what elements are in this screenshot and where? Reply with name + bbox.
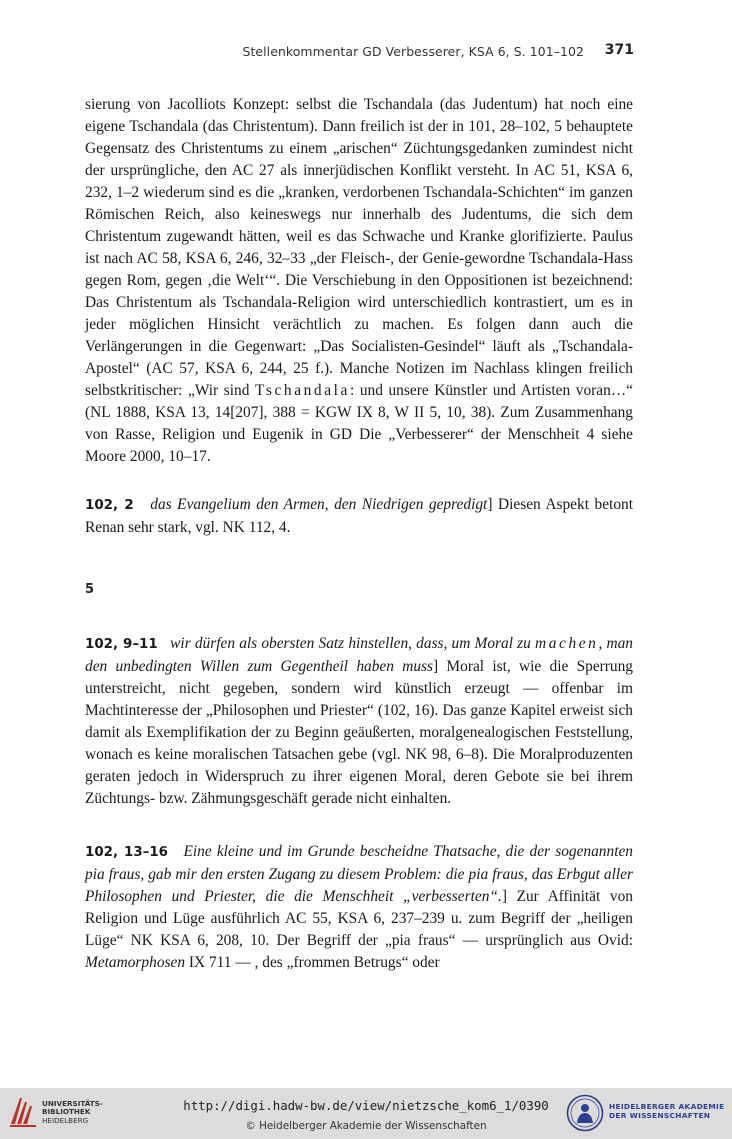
spaced-emphasis: machen: [535, 635, 599, 652]
paragraph-text: sierung von Jacolliots Konzept: selbst die Tschandala (das Judentum) hat noch eine eigene Tschandala (das Christentum). Dann freilich ist der in 101, 28–102, 5 behauptete Gegensatz des Christentums zu einem „arischen“ Züchtungsgedanken zumindest nicht der ursprüngliche, den AC 27 als innerjüdischen Konflikt versteht. In AC 51, KSA 6, 232, 1–2 wiederum sind es die „kranken, verdorbenen Tschandala-Schichten“ im ganzen Römischen Reich, also keineswegs nur innerhalb des Judentums, die sich dem Christentum zugewandt hätten, weil es das Schwache und Kranke glorifizierte. Paulus ist nach AC 58, KSA 6, 246, 32–33 „der Fleisch-, der Genie-gewordne Tschandala-Hass gegen Rom, gegen ‚die Welt‘“. Die Verschiebung in den Oppositionen ist bezeichnend: Das Christentum als Tschandala-Religion wird unterschiedlich kontrastiert, um es in jeder möglichen Hinsicht verächtlich zu machen. Es folgen dann auch die Verlängerungen in die Gegenwart: „Das Socialisten-Gesindel“ läuft als „Tschandala-Apostel“ (AC 57, KSA 6, 244, 25 f.). Manche Notizen im Nachlass klingen freilich selbstkritischer: „Wir sind: [85, 96, 633, 399]
commentary-entry: [85, 633, 633, 810]
commentary-text: IX 711 — , des „frommen Betrugs“ oder: [185, 954, 440, 971]
lemma-quote: das Evangelium den Armen, den Niedrigen gepredigt: [150, 496, 488, 513]
ub-label-line: BIBLIOTHEK: [42, 1107, 91, 1117]
academy-seal-icon: [566, 1094, 604, 1132]
paragraph-continuation: [85, 94, 633, 468]
running-head: Stellenkommentar GD Verbesserer, KSA 6, S. 101–102: [242, 44, 584, 59]
commentary-text: ] Moral ist, wie die Sperrung unterstreicht, nicht gegeben, sondern wird künstlich erzeugt — offenbar im Machtinteresse der „Philosophen und Priester“ (102, 16). Das ganze Kapitel erweist sich damit als Exemplifikation der zu Beginn geäußerten, moralgenealogischen Feststellung, wonach es keine moralischen Tatsachen gebe (vgl. NK 98, 6–8). Die Moralproduzenten geraten jedoch in Widerspruch zu ihrer eigenen Moral, deren Gebote sie bei ihrem Züchtungs- bzw. Zähmungsgeschäft gerade nicht einhalten.: [85, 658, 634, 807]
margin-line-number: 5: [85, 582, 95, 597]
commentary-text: ] Diesen Aspekt betont Renan sehr stark, vgl. NK 112, 4.: [85, 496, 633, 536]
paragraph-text-end: : und unsere Künstler und Artisten voran…“ (NL 1888, KSA 13, 14[207], 388 = KGW IX 8, W II 5, 10, 38). Zum Zusammenhang von Rasse, Religion und Eugenik in GD Die „Verbesserer“ der Menschheit 4 siehe Moore 2000, 10–17.: [85, 382, 634, 465]
ub-label-line: UNIVERSITÄTS-: [42, 1099, 103, 1108]
permalink-url[interactable]: http://digi.hadw-bw.de/view/nietzsche_kom6_1/0390: [183, 1098, 549, 1113]
lemma-reference: 102, 2: [85, 498, 134, 513]
spaced-emphasis: Tschandala: [254, 382, 350, 399]
lemma-quote-part: , man den unbedingten Willen zum Gegentheil haben muss: [85, 635, 634, 675]
lemma-quote: Eine kleine und im Grunde bescheidne Thatsache, die der sogenannten pia fraus, gab mir den ersten Zugang zu diesem Problem: die pia fraus, das Erbgut aller Philosophen und Priester, die die Menschheit „verbesserten“.: [85, 843, 634, 905]
commentary-entry: [85, 494, 633, 539]
work-title: Metamorphosen: [85, 954, 186, 971]
academy-label-line: HEIDELBERGER AKADEMIE: [609, 1102, 725, 1111]
footer-bar: [0, 1088, 732, 1139]
academy-label-line: DER WISSENSCHAFTEN: [609, 1111, 711, 1120]
commentary-text: ] Zur Affinität von Religion und Lüge ausführlich AC 55, KSA 6, 237–239 u. zum Begriff der „heiligen Lüge“ NK KSA 6, 208, 10. Der Begriff der „pia fraus“ — ursprünglich aus Ovid:: [85, 888, 633, 949]
ub-label-line: HEIDELBERG: [42, 1115, 89, 1125]
commentary-entry: [85, 841, 633, 974]
lemma-reference: 102, 13–16: [85, 845, 168, 860]
page-number: 371: [604, 42, 634, 58]
academy-label: [609, 1102, 724, 1120]
lemma-quote-part: wir dürfen als obersten Satz hinstellen, dass, um Moral zu: [170, 635, 536, 652]
copyright-notice: © Heidelberger Akademie der Wissenschaften: [245, 1120, 487, 1132]
lemma-reference: 102, 9–11: [85, 637, 158, 652]
